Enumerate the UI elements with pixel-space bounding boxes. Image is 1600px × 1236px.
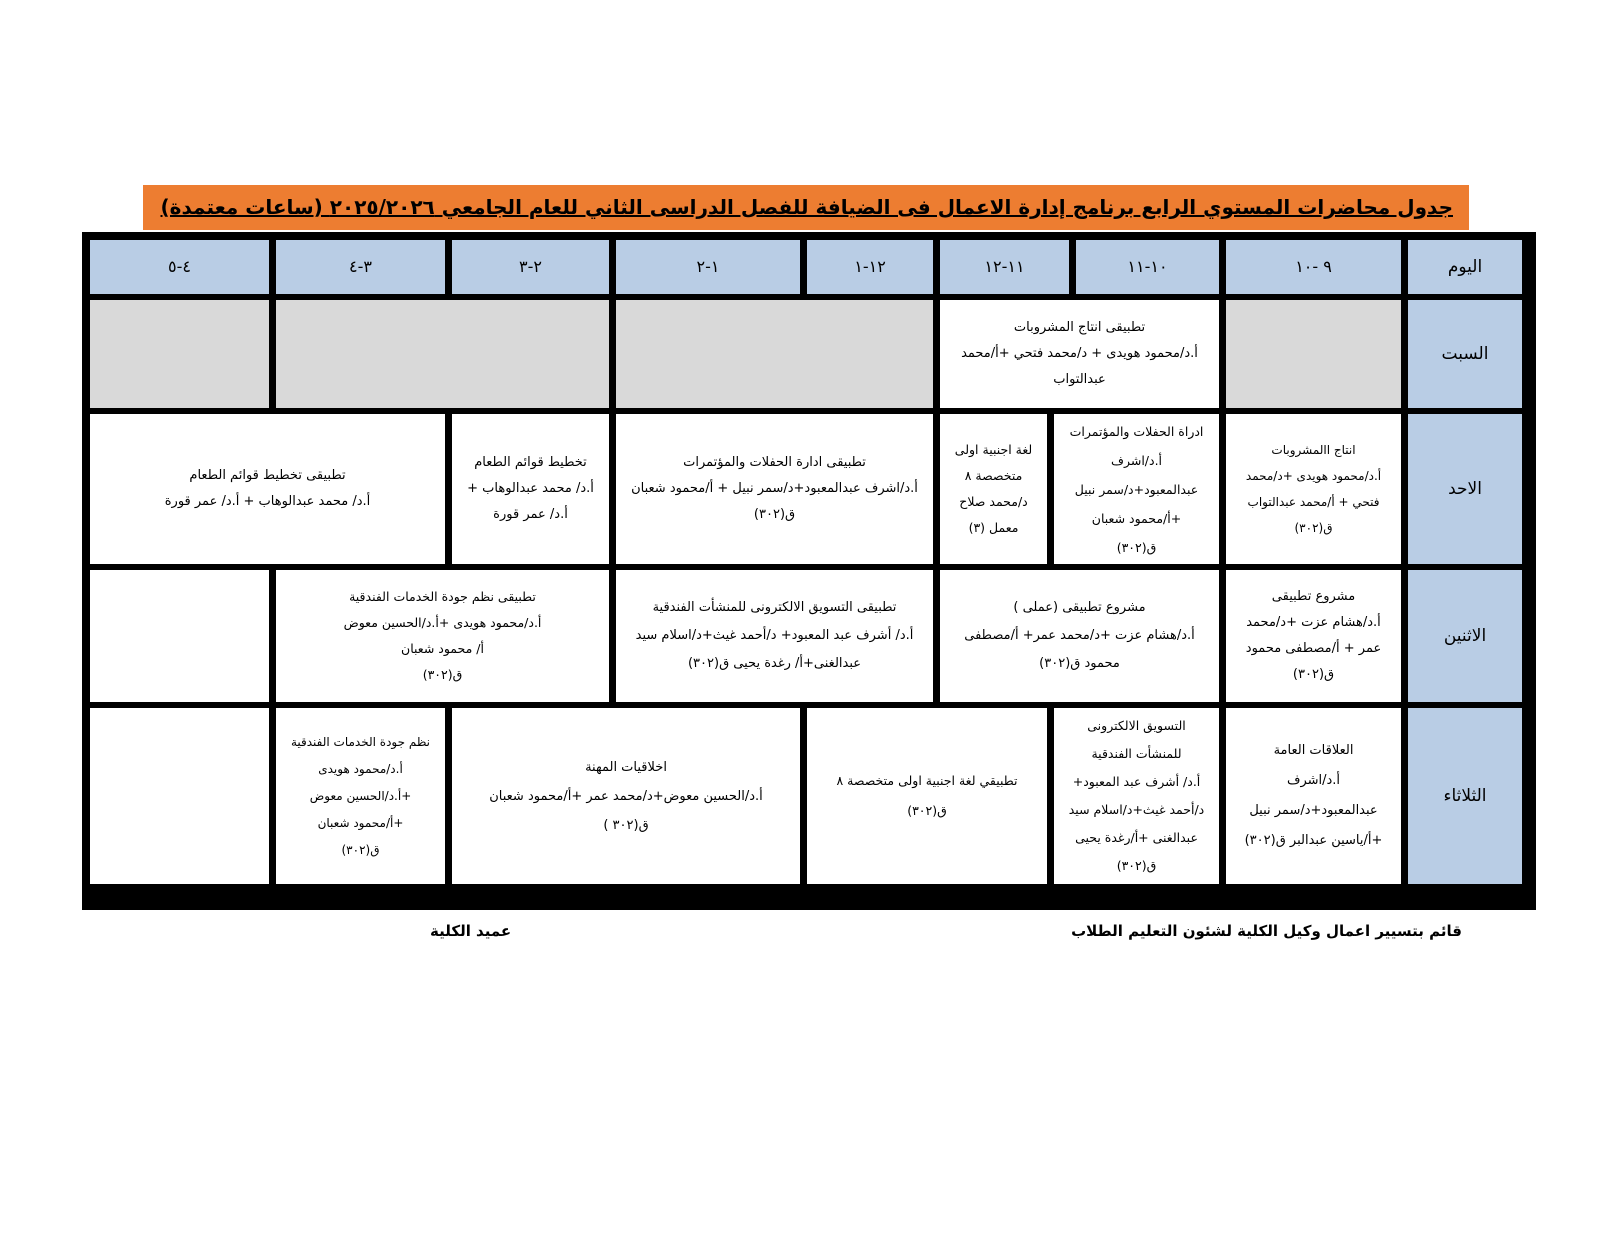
- session-mon-1: [1226, 570, 1401, 702]
- session-line: عبدالغنى +أ/رغدة يحيى: [1075, 830, 1198, 845]
- session-line: ق(٣٠٢): [753, 507, 796, 522]
- session-tue-4: [452, 708, 800, 884]
- session-line: +أ/ياسين عبدالبر ق(٣٠٢): [1244, 833, 1383, 848]
- session-line: د/محمد صلاح: [959, 494, 1028, 509]
- session-line: ق(٣٠٢): [422, 667, 463, 682]
- session-sun-6: [90, 414, 445, 564]
- session-line: أ.د/محمود هويدى +أ.د/الحسين معوض: [343, 615, 542, 630]
- session-line: تطبيقى التسويق الالكترونى للمنشأت الفندقية: [652, 600, 897, 615]
- session-line: ق(٣٠٢): [1116, 539, 1157, 555]
- session-tue-2: [1054, 708, 1219, 884]
- session-line: أ.د/اشرف: [1286, 773, 1341, 788]
- session-line: تطبيقى ادارة الحفلات والمؤتمرات: [683, 455, 866, 470]
- session-line: العلاقات العامة: [1273, 743, 1354, 758]
- day-sunday: الاحد: [1408, 414, 1522, 564]
- session-line: أ.د/هشام عزت +د/محمد: [1246, 615, 1381, 630]
- session-line: معمل (٣): [968, 520, 1019, 535]
- session-line: ق(٣٠٢): [1292, 667, 1335, 682]
- session-sun-5: [452, 414, 609, 564]
- session-line: مشروع تطبيقى: [1271, 589, 1356, 604]
- session-sat-1: [940, 300, 1219, 408]
- header-slot-8: ٤-٥: [90, 240, 269, 294]
- session-line: أ.د/محمود هويدى: [318, 761, 403, 776]
- session-line: فتحي + أ/محمد عبدالتواب: [1247, 495, 1380, 509]
- empty-cell: [90, 708, 269, 884]
- header-slot-5: ١-٢: [616, 240, 800, 294]
- header-slot-7: ٣-٤: [276, 240, 445, 294]
- session-line: أ.د/هشام عزت +د/محمد عمر+ أ/مصطفى: [964, 628, 1195, 643]
- session-line: ق(٣٠٢): [341, 842, 380, 857]
- session-tue-1: [1226, 708, 1401, 884]
- session-line: أ.د/ محمد عبدالوهاب + أ.د/ عمر قورة: [164, 494, 371, 509]
- session-line: ق(٣٠٢): [907, 803, 947, 818]
- session-line: أ.د/اشرف عبدالمعبود+د/سمر نبيل + أ/محمود شعبان: [631, 481, 918, 496]
- header-slot-4: ١٢-١: [807, 240, 933, 294]
- session-line: أ.د/محمود هويدى + د/محمد فتحي +أ/محمد: [961, 346, 1198, 361]
- session-line: للمنشأت الفندقية: [1091, 746, 1182, 761]
- session-line: +أ/محمود شعبان: [317, 815, 404, 830]
- empty-cell: [1226, 300, 1401, 408]
- session-line: نظم جودة الخدمات الفندقية: [290, 734, 431, 749]
- session-line: +أ.د/الحسين معوض: [309, 788, 412, 803]
- session-line: تطبيقى تخطيط قوائم الطعام: [189, 468, 346, 483]
- session-line: ق(٣٠٢ ): [603, 817, 649, 833]
- session-line: محمود ق(٣٠٢): [1039, 656, 1120, 671]
- day-saturday: السبت: [1408, 300, 1522, 408]
- empty-cell: [616, 300, 933, 408]
- session-line: أ/ محمود شعبان: [401, 641, 484, 656]
- session-sun-4: [616, 414, 933, 564]
- day-monday: الاثنين: [1408, 570, 1522, 702]
- empty-cell: [90, 300, 269, 408]
- session-mon-4: [276, 570, 609, 702]
- session-line: التسويق الالكترونى: [1087, 718, 1186, 733]
- session-line: عبدالتواب: [1053, 372, 1106, 387]
- day-tuesday: الثلاثاء: [1408, 708, 1522, 884]
- session-line: انتاج االمشروبات: [1271, 443, 1356, 457]
- header-slot-6: ٢-٣: [452, 240, 609, 294]
- session-tue-5: [276, 708, 445, 884]
- session-line: +أ/محمود شعبان: [1091, 510, 1182, 526]
- session-line: أ.د/ محمد عبدالوهاب +: [467, 481, 594, 496]
- session-line: د/أحمد غيث+د/اسلام سيد: [1068, 802, 1205, 817]
- session-line: أ.د/الحسين معوض+د/محمد عمر +أ/محمود شعبان: [489, 788, 763, 804]
- session-sun-3: [940, 414, 1047, 564]
- session-line: أ.د/محمود هويدى +د/محمد: [1245, 469, 1382, 483]
- header-slot-2: ١٠-١١: [1076, 240, 1219, 294]
- header-slot-3: ١١-١٢: [940, 240, 1069, 294]
- session-line: ادراة الحفلات والمؤتمرات: [1069, 423, 1204, 439]
- session-line: عبدالمعبود+د/سمر نبيل: [1249, 803, 1378, 818]
- empty-cell: [276, 300, 609, 408]
- session-line: عمر + أ/مصطفى محمود: [1245, 641, 1382, 656]
- empty-cell: [90, 570, 269, 702]
- session-line: مشروع تطبيقى (عملى ): [1013, 600, 1146, 615]
- session-sun-2: [1054, 414, 1219, 564]
- session-line: تطبيقى نظم جودة الخدمات الفندقية: [349, 589, 536, 604]
- signature-vice-dean: قائم بتسيير اعمال وكيل الكلية لشئون التعليم الطلاب: [1071, 922, 1462, 940]
- session-line: عبدالغنى+أ/ رغدة يحيى ق(٣٠٢): [687, 656, 862, 671]
- session-tue-3: [807, 708, 1047, 884]
- session-mon-3: [616, 570, 933, 702]
- session-line: ق(٣٠٢): [1294, 521, 1333, 535]
- page-title: جدول محاضرات المستوي الرابع برنامج إدارة الاعمال فى الضيافة للفصل الدراسى الثاني للعام الجامعي ٢٠٢٥/٢٠٢٦ (ساعات معتمدة): [160, 195, 1453, 219]
- session-line: تطبيقي لغة اجنبية اولى متخصصة ٨: [836, 773, 1018, 788]
- session-line: اخلاقيات المهنة: [585, 759, 667, 775]
- header-slot-1: ٩ -١٠: [1226, 240, 1401, 294]
- header-day: اليوم: [1408, 240, 1522, 294]
- session-line: أ.د/ أشرف عبد المعبود+: [1072, 774, 1201, 789]
- session-line: متخصصة ٨: [964, 468, 1023, 483]
- schedule-table: [82, 232, 1536, 910]
- session-line: أ.د/اشرف: [1110, 452, 1163, 468]
- title-bar: [143, 185, 1469, 230]
- signature-dean: عميد الكلية: [430, 922, 512, 940]
- session-line: أ.د/ أشرف عبد المعبود+ د/أحمد غيث+د/اسلام سيد: [635, 628, 914, 643]
- session-line: تطبيقى انتاج المشروبات: [1013, 320, 1146, 335]
- session-line: عبدالمعبود+د/سمر نبيل: [1074, 481, 1199, 497]
- session-line: ق(٣٠٢): [1116, 858, 1157, 873]
- session-mon-2: [940, 570, 1219, 702]
- session-line: تخطيط قوائم الطعام: [474, 455, 587, 470]
- session-line: أ.د/ عمر قورة: [493, 507, 568, 522]
- session-line: لغة اجنبية اولى: [954, 442, 1033, 457]
- session-sun-1: [1226, 414, 1401, 564]
